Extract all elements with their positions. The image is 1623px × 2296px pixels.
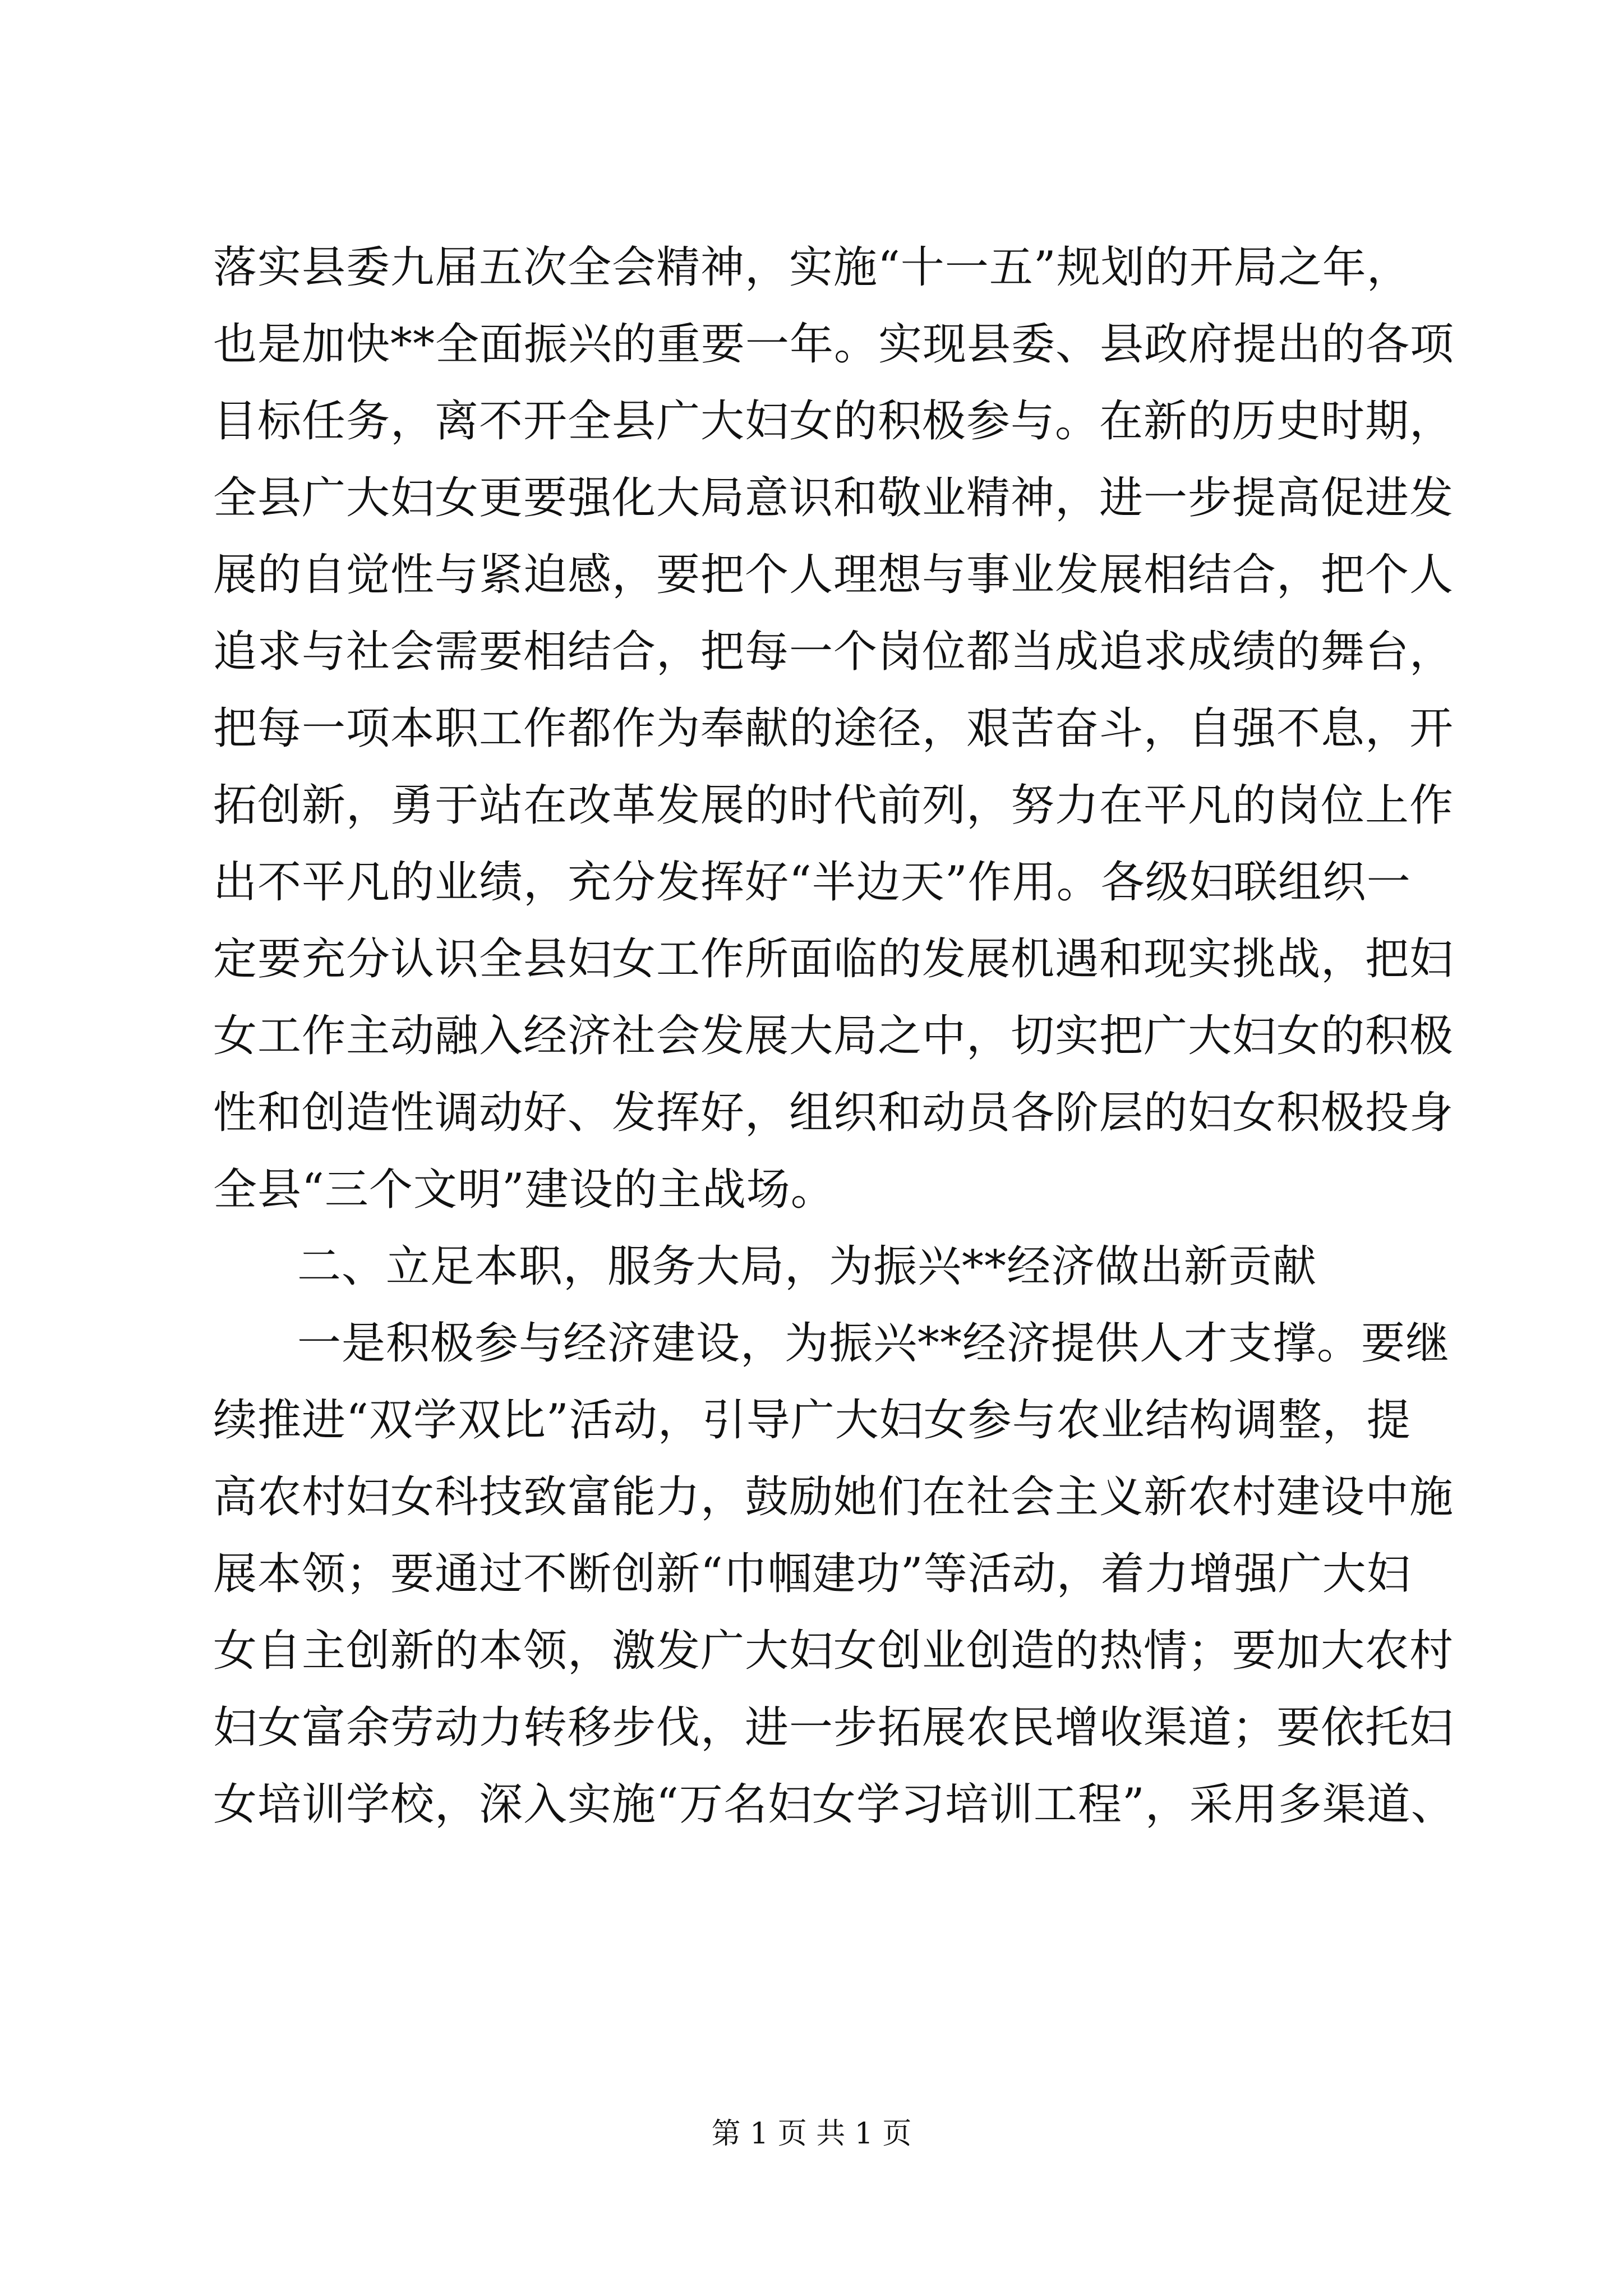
text-line: 续推进“双学双比”活动，引导广大妇女参与农业结构调整，提 bbox=[213, 1395, 1411, 1446]
text-line: 把每一项本职工作都作为奉献的途径，艰苦奋斗，自强不息，开 bbox=[213, 703, 1454, 754]
text-line: 一是积极参与经济建设，为振兴**经济提供人才支撑。要继 bbox=[297, 1318, 1450, 1369]
text-line: 性和创造性调动好、发挥好，组织和动员各阶层的妇女积极投身 bbox=[213, 1088, 1454, 1138]
text-line: 定要充分认识全县妇女工作所面临的发展机遇和现实挑战，把妇 bbox=[213, 934, 1454, 984]
text-line: 出不平凡的业绩，充分发挥好“半边天”作用。各级妇联组织一 bbox=[213, 857, 1411, 908]
text-line: 女工作主动融入经济社会发展大局之中，切实把广大妇女的积极 bbox=[213, 1011, 1454, 1061]
text-line: 女培训学校，深入实施“万名妇女学习培训工程”，采用多渠道、 bbox=[213, 1779, 1455, 1830]
page-footer: 第 1 页 共 1 页 bbox=[711, 2117, 912, 2151]
text-line: 也是加快**全面振兴的重要一年。实现县委、县政府提出的各项 bbox=[213, 319, 1455, 370]
text-line: 女自主创新的本领，激发广大妇女创业创造的热情；要加大农村 bbox=[213, 1626, 1454, 1676]
text-line: 展的自觉性与紧迫感，要把个人理想与事业发展相结合，把个人 bbox=[213, 550, 1454, 600]
text-line: 展本领；要通过不断创新“巾帼建功”等活动，着力增强广大妇 bbox=[213, 1549, 1411, 1599]
text-line: 目标任务，离不开全县广大妇女的积极参与。在新的历史时期， bbox=[213, 396, 1454, 447]
text-line: 拓创新，勇于站在改革发展的时代前列，努力在平凡的岗位上作 bbox=[213, 780, 1454, 831]
text-line: 全县“三个文明”建设的主战场。 bbox=[213, 1165, 835, 1215]
text-line: 全县广大妇女更要强化大局意识和敬业精神，进一步提高促进发 bbox=[213, 473, 1454, 523]
text-line: 追求与社会需要相结合，把每一个岗位都当成追求成绩的舞台， bbox=[213, 627, 1454, 677]
text-line: 落实县委九届五次全会精神，实施“十一五”规划的开局之年， bbox=[213, 242, 1411, 293]
section-heading: 二、立足本职，服务大局，为振兴**经济做出新贡献 bbox=[297, 1241, 1317, 1292]
text-line: 高农村妇女科技致富能力，鼓励她们在社会主义新农村建设中施 bbox=[213, 1472, 1454, 1522]
text-line: 妇女富余劳动力转移步伐，进一步拓展农民增收渠道；要依托妇 bbox=[213, 1703, 1454, 1753]
